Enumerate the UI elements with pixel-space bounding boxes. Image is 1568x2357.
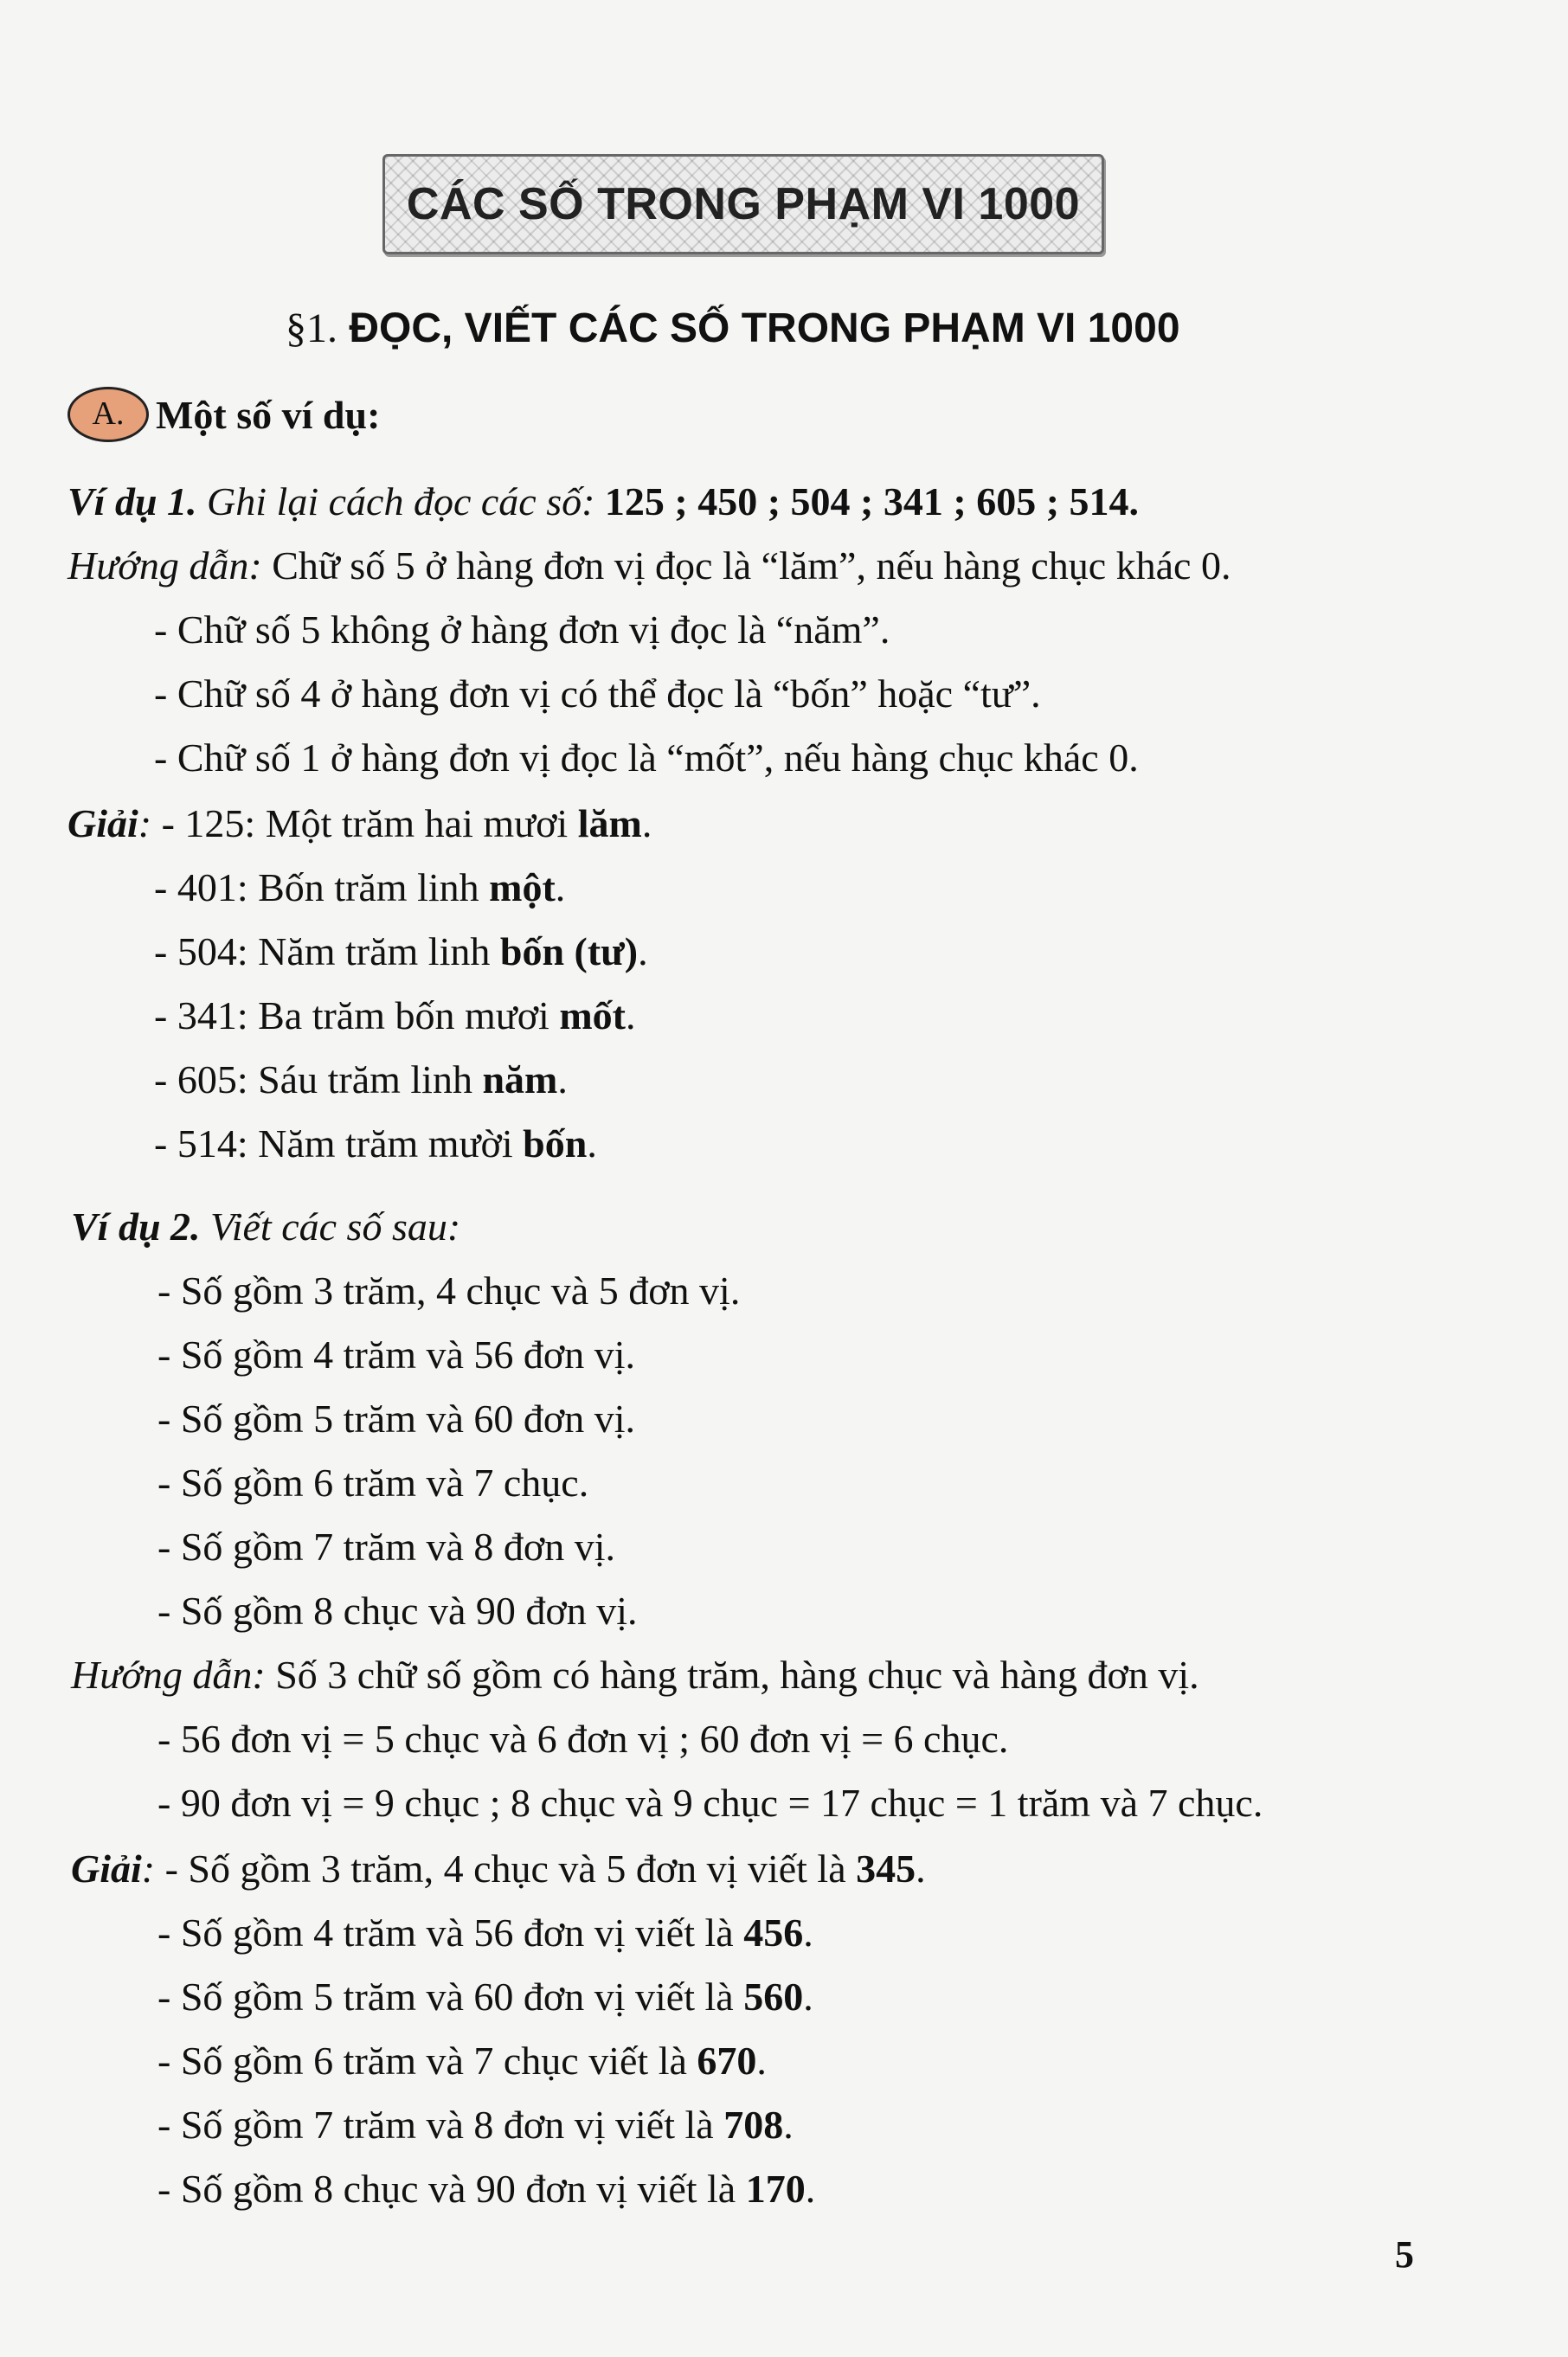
example1-guide-line: - Chữ số 4 ở hàng đơn vị có thể đọc là “bốn” hoặc “tư”. bbox=[154, 671, 1041, 716]
solution-end: . bbox=[625, 993, 636, 1037]
example1-solution-line: Giải: - 125: Một trăm hai mươi lăm. bbox=[67, 801, 652, 845]
example2-guide-line: - 56 đơn vị = 5 chục và 6 đơn vị ; 60 đơn vị = 6 chục. bbox=[157, 1717, 1009, 1761]
example2-guide-line bbox=[71, 1647, 1199, 1703]
example1-numbers: 125 ; 450 ; 504 ; 341 ; 605 ; 514. bbox=[604, 479, 1140, 523]
solution-end: . bbox=[783, 2103, 794, 2147]
example2-guide-label: Hướng dẫn: bbox=[71, 1653, 266, 1697]
solution-text: - 605: Sáu trăm linh bbox=[154, 1057, 483, 1101]
example1-guide-line: - Chữ số 1 ở hàng đơn vị đọc là “mốt”, nếu hàng chục khác 0. bbox=[154, 735, 1139, 780]
solution-end: . bbox=[641, 801, 652, 845]
solution-answer: 670 bbox=[697, 2039, 757, 2083]
section-title-text: ĐỌC, VIẾT CÁC SỐ TRONG PHẠM VI 1000 bbox=[349, 305, 1180, 351]
example1-prompt: Ghi lại cách đọc các số: bbox=[207, 479, 595, 523]
solution-answer: năm bbox=[482, 1057, 558, 1101]
solution-answer: 170 bbox=[745, 2167, 806, 2211]
part-a-heading bbox=[67, 384, 380, 445]
example2-solution-label: Giải bbox=[71, 1846, 142, 1891]
example2-solution-line: Giải: - Số gồm 3 trăm, 4 chục và 5 đơn vị viết là 345. bbox=[71, 1846, 926, 1891]
solution-text: - 125: Một trăm hai mươi bbox=[161, 801, 578, 845]
example2-solution-line bbox=[157, 1905, 813, 1961]
example2-solution-line bbox=[157, 1969, 813, 2025]
chapter-title: CÁC SỐ TRONG PHẠM VI 1000 bbox=[406, 179, 1081, 229]
solution-answer: một bbox=[489, 865, 556, 909]
section-title bbox=[286, 305, 1289, 365]
solution-end: . bbox=[805, 2167, 816, 2211]
example2-heading bbox=[71, 1199, 460, 1255]
example2-solution-line bbox=[157, 2033, 767, 2089]
solution-answer: bốn (tư) bbox=[499, 929, 639, 973]
solution-text: - 401: Bốn trăm linh bbox=[154, 865, 490, 909]
solution-end: . bbox=[587, 1121, 597, 1166]
chapter-title-box bbox=[382, 154, 1104, 254]
example1-solution-line bbox=[154, 1116, 597, 1172]
example1-guide-line bbox=[67, 538, 1231, 594]
example2-guide-text: Số 3 chữ số gồm có hàng trăm, hàng chục và hàng đơn vị. bbox=[275, 1653, 1199, 1697]
example2-item: - Số gồm 3 trăm, 4 chục và 5 đơn vị. bbox=[157, 1268, 741, 1313]
example2-solution-line bbox=[157, 2161, 815, 2217]
example1-solution-line bbox=[154, 988, 635, 1044]
solution-end: . bbox=[803, 1975, 813, 2019]
solution-text: - Số gồm 7 trăm và 8 đơn vị viết là bbox=[157, 2103, 724, 2147]
example2-solution-line bbox=[157, 2097, 794, 2153]
example1-label: Ví dụ 1. bbox=[67, 479, 197, 523]
solution-text: - Số gồm 5 trăm và 60 đơn vị viết là bbox=[157, 1975, 744, 2019]
example1-guide-line: - Chữ số 5 không ở hàng đơn vị đọc là “năm”. bbox=[154, 607, 890, 652]
example1-guide-label: Hướng dẫn: bbox=[67, 543, 262, 588]
example2-item: - Số gồm 7 trăm và 8 đơn vị. bbox=[157, 1525, 615, 1569]
solution-answer: 345 bbox=[856, 1846, 916, 1891]
example1-guide-text: Chữ số 5 ở hàng đơn vị đọc là “lăm”, nếu hàng chục khác 0. bbox=[272, 543, 1231, 588]
solution-text: - 514: Năm trăm mười bbox=[154, 1121, 524, 1166]
solution-answer: mốt bbox=[559, 993, 626, 1037]
example2-guide-line: - 90 đơn vị = 9 chục ; 8 chục và 9 chục = 17 chục = 1 trăm và 7 chục. bbox=[157, 1781, 1263, 1825]
part-a-label: Một số ví dụ: bbox=[156, 392, 381, 437]
example2-item: - Số gồm 8 chục và 90 đơn vị. bbox=[157, 1589, 638, 1633]
solution-end: . bbox=[638, 929, 648, 973]
example1-solution-line bbox=[154, 860, 565, 915]
solution-text: - 504: Năm trăm linh bbox=[154, 929, 500, 973]
part-a-badge: A. bbox=[67, 387, 149, 442]
solution-answer: bốn bbox=[523, 1121, 588, 1166]
example2-item: - Số gồm 5 trăm và 60 đơn vị. bbox=[157, 1397, 635, 1441]
solution-end: . bbox=[756, 2039, 767, 2083]
solution-text: - Số gồm 3 trăm, 4 chục và 5 đơn vị viết là bbox=[164, 1846, 857, 1891]
solution-answer: 708 bbox=[723, 2103, 784, 2147]
solution-answer: 456 bbox=[743, 1911, 804, 1955]
solution-text: - Số gồm 6 trăm và 7 chục viết là bbox=[157, 2039, 697, 2083]
solution-text: - 341: Ba trăm bốn mươi bbox=[154, 993, 560, 1037]
solution-text: - Số gồm 8 chục và 90 đơn vị viết là bbox=[157, 2167, 746, 2211]
solution-end: . bbox=[916, 1846, 926, 1891]
example1-solution-line bbox=[154, 1052, 568, 1108]
solution-end: . bbox=[803, 1911, 813, 1955]
example2-prompt: Viết các số sau: bbox=[210, 1204, 461, 1249]
example2-item: - Số gồm 4 trăm và 56 đơn vị. bbox=[157, 1333, 635, 1377]
page-number: 5 bbox=[1395, 2233, 1414, 2276]
solution-text: - Số gồm 4 trăm và 56 đơn vị viết là bbox=[157, 1911, 744, 1955]
example1-heading bbox=[67, 474, 1139, 530]
solution-end: . bbox=[555, 865, 566, 909]
example1-solution-line bbox=[154, 924, 648, 979]
example2-label: Ví dụ 2. bbox=[71, 1204, 201, 1249]
solution-answer: lăm bbox=[577, 801, 642, 845]
example2-item: - Số gồm 6 trăm và 7 chục. bbox=[157, 1461, 589, 1505]
section-number: §1. bbox=[286, 305, 337, 351]
example1-solution-label: Giải bbox=[67, 801, 138, 845]
solution-end: . bbox=[557, 1057, 568, 1101]
solution-answer: 560 bbox=[743, 1975, 804, 2019]
